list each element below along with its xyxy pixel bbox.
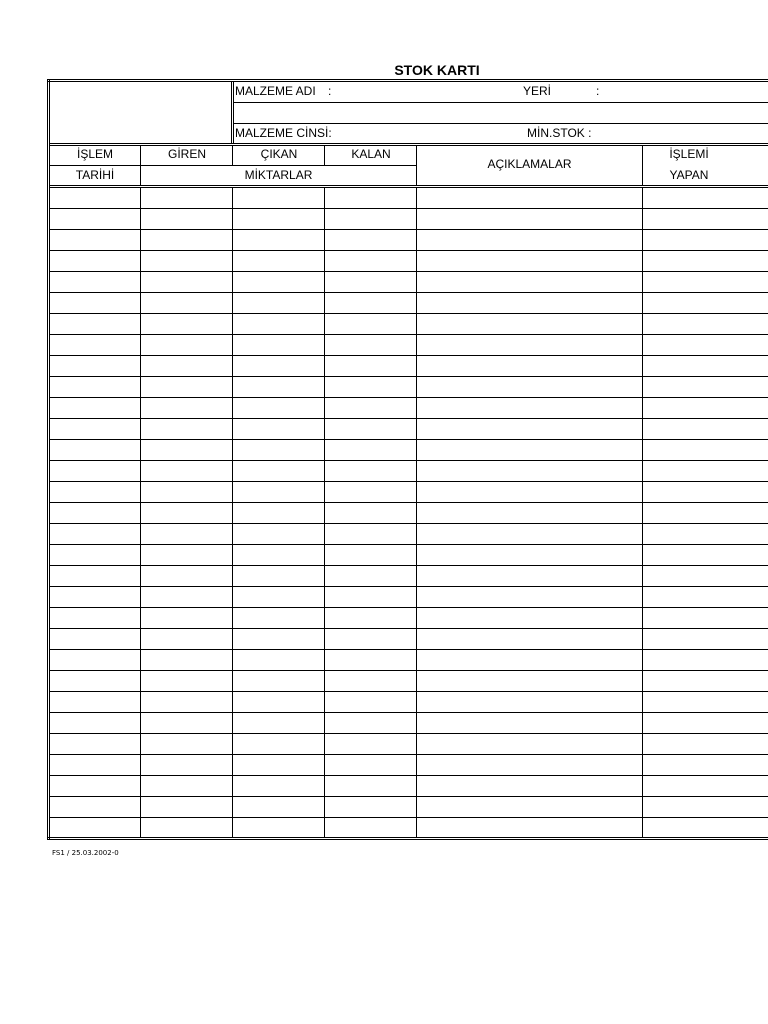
col-giren: GİREN xyxy=(167,147,206,161)
table-row xyxy=(49,481,768,482)
table-row xyxy=(49,691,768,692)
table-column-divider xyxy=(324,188,325,837)
table-row xyxy=(49,817,768,818)
table-row xyxy=(49,460,768,461)
table-row xyxy=(49,775,768,776)
table-row xyxy=(49,229,768,230)
table-row xyxy=(49,607,768,608)
table-row xyxy=(49,271,768,272)
table-row xyxy=(49,292,768,293)
table-row xyxy=(49,334,768,335)
table-row xyxy=(49,502,768,503)
table-row xyxy=(49,397,768,398)
location-colon: : xyxy=(596,84,600,98)
table-column-divider xyxy=(642,188,643,837)
col-tarihi: TARİHİ xyxy=(75,168,115,182)
col-islem: İŞLEM xyxy=(76,147,113,161)
material-name-colon: : xyxy=(328,84,332,98)
table-row xyxy=(49,754,768,755)
table-row xyxy=(49,544,768,545)
table-row xyxy=(49,649,768,650)
table-row xyxy=(49,796,768,797)
page-title: STOK KARTI xyxy=(394,62,480,78)
form-code: FS1 / 25.03.2002-0 xyxy=(52,849,119,857)
table-row xyxy=(49,313,768,314)
table-row xyxy=(49,712,768,713)
min-stock-label: MİN.STOK : xyxy=(527,126,592,140)
table-column-divider xyxy=(416,188,417,837)
col-aciklamalar: AÇIKLAMALAR xyxy=(487,157,572,171)
table-row xyxy=(49,733,768,734)
table-row xyxy=(49,355,768,356)
table-row xyxy=(49,418,768,419)
table-row xyxy=(49,439,768,440)
table-column-divider xyxy=(140,188,141,837)
col-islemi: İŞLEMİ xyxy=(669,147,709,161)
location-label: YERİ xyxy=(523,84,552,98)
table-column-divider xyxy=(232,188,233,837)
material-name-label: MALZEME ADI xyxy=(235,84,316,98)
table-row xyxy=(49,376,768,377)
table-row xyxy=(49,250,768,251)
col-yapan: YAPAN xyxy=(669,168,709,182)
table-row xyxy=(49,208,768,209)
table-row xyxy=(49,586,768,587)
material-type-label: MALZEME CİNSİ: xyxy=(235,126,332,140)
table-row xyxy=(49,565,768,566)
col-cikan: ÇIKAN xyxy=(260,147,298,161)
table-row xyxy=(49,523,768,524)
col-kalan: KALAN xyxy=(351,147,391,161)
table-row xyxy=(49,670,768,671)
table-row xyxy=(49,628,768,629)
col-miktarlar: MİKTARLAR xyxy=(244,168,313,182)
